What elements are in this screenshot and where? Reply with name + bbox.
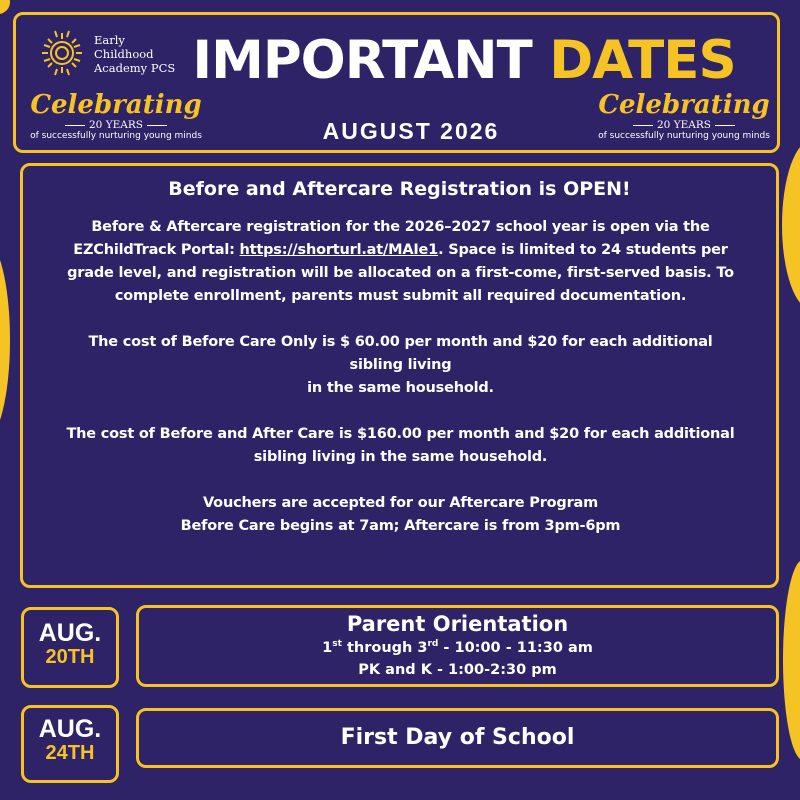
ordinal-suffix: rd — [427, 639, 439, 650]
program-info — [63, 492, 738, 538]
event-title: First Day of School — [340, 725, 575, 750]
logo-line: Early — [94, 33, 125, 47]
decorative-circle-top-left — [0, 0, 10, 14]
logo-line: Academy PCS — [94, 61, 176, 75]
title-dates: DATES — [549, 30, 736, 91]
portal-link[interactable]: https://shorturl.at/MAIe1 — [239, 242, 439, 258]
date-day: 24TH — [45, 742, 95, 764]
sun-logo-icon — [38, 25, 90, 81]
date-month: AUG. — [38, 619, 102, 647]
event-time-line — [139, 637, 776, 659]
decorative-circle-right — [782, 140, 800, 310]
years-text: 20 YEARS — [594, 119, 774, 131]
event-title: Parent Orientation — [346, 612, 569, 636]
header-banner — [13, 12, 780, 153]
decorative-circle-right-lower — [783, 560, 800, 760]
cost-line: The cost of Before Care Only is $ 60.00 per month and $20 for each additional sibling living — [88, 334, 713, 373]
date-badge-aug-24 — [21, 705, 119, 783]
event-text: - 10:00 - 11:30 am — [438, 640, 593, 656]
date-badge-aug-20 — [21, 607, 119, 688]
registration-text: . Space is limited to 24 students per grade level, and registration will be allocated on a first-come, first-served basis. To complete enrollment, parents must submit all required documentation. — [67, 242, 734, 304]
registration-title: Before and Aftercare Registration is OPEN! — [168, 178, 631, 200]
celebrating-badge-left — [26, 91, 206, 142]
ordinal-suffix: st — [332, 639, 342, 650]
before-care-cost — [63, 331, 738, 400]
month-label: AUGUST 2026 — [322, 118, 500, 144]
cost-line: in the same household. — [307, 380, 494, 396]
decorative-circle-left — [0, 240, 10, 440]
registration-panel — [20, 163, 779, 588]
title-important: IMPORTANT — [192, 30, 532, 91]
event-text: 1 — [322, 640, 333, 656]
event-first-day — [136, 708, 779, 768]
date-month: AUG. — [38, 715, 102, 743]
logo-text — [94, 33, 175, 75]
tagline-text: of successfully nurturing young minds — [598, 131, 770, 141]
celebrating-text: Celebrating — [598, 90, 770, 120]
registration-paragraph — [63, 216, 738, 308]
vouchers-line: Vouchers are accepted for our Aftercare Program — [202, 495, 599, 511]
registration-text: Before & Aftercare registration for the 2026–2027 school year is open via the EZChildTrack Portal: — [73, 219, 710, 258]
event-parent-orientation — [136, 605, 779, 687]
celebrating-badge-right — [594, 91, 774, 142]
before-after-care-cost: The cost of Before and After Care is $160.00 per month and $20 for each additional sibling living in the same household. — [66, 426, 735, 465]
page-title — [184, 30, 744, 92]
event-text: through 3 — [341, 640, 428, 656]
celebrating-text: Celebrating — [30, 90, 202, 120]
hours-line: Before Care begins at 7am; Aftercare is from 3pm-6pm — [180, 518, 621, 534]
logo-line: Childhood — [94, 47, 154, 61]
registration-body — [63, 216, 738, 538]
event-time-line: PK and K - 1:00-2:30 pm — [358, 662, 557, 678]
school-logo — [38, 25, 198, 85]
years-text: 20 YEARS — [26, 119, 206, 131]
tagline-text: of successfully nurturing young minds — [30, 131, 202, 141]
date-day: 20TH — [45, 646, 95, 668]
